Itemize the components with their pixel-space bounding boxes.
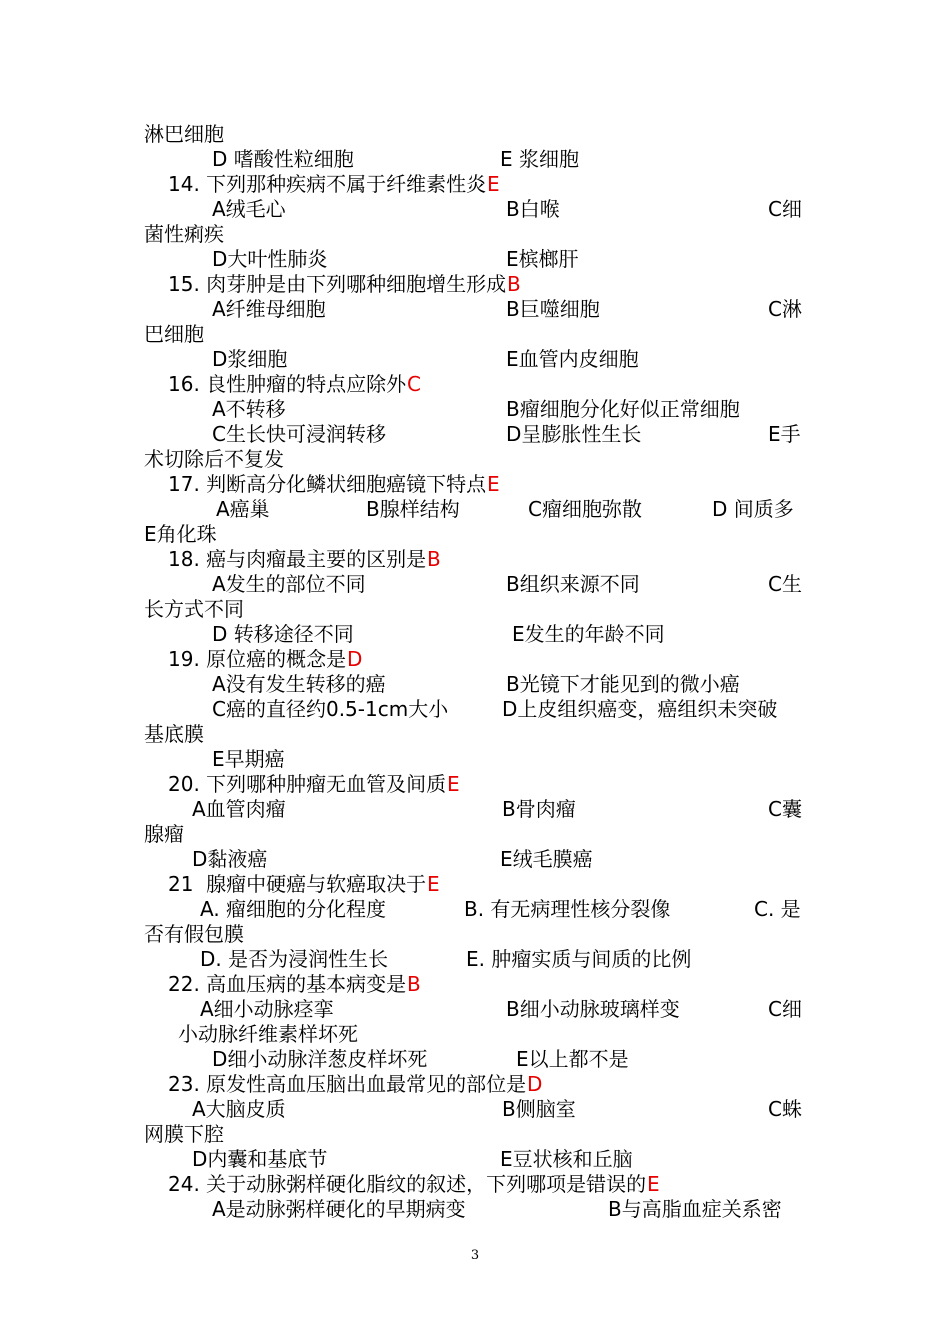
line-text: 18. 癌与肉瘤最主要的区别是 [168,547,427,571]
line-text: 网膜下腔 [144,1122,224,1146]
text-line [144,197,824,222]
option-text: E. 肿瘤实质与间质的比例 [466,947,692,971]
line-text: E早期癌 [212,747,285,771]
option-text: B巨噬细胞 [506,297,600,321]
option-text: B. 有无病理性核分裂像 [464,897,671,921]
text-line [144,1097,824,1122]
line-text: C癌的直径约0.5-1cm大小 [212,697,449,721]
line-text: A是动脉粥样硬化的早期病变 [212,1197,466,1221]
line-text: A癌巢 [216,497,270,521]
text-line [144,1022,824,1047]
option-text: B白喉 [506,197,560,221]
line-text: D 嗜酸性粒细胞 [212,147,354,171]
line-text: A不转移 [212,397,286,421]
answer-key: B [407,972,421,996]
line-text: A绒毛心 [212,197,286,221]
text-line [144,697,824,722]
line-text: 菌性痢疾 [144,222,224,246]
text-line [144,1122,824,1147]
line-text: 腺瘤 [144,822,184,846]
text-line [144,947,824,972]
text-line [144,897,824,922]
text-line [144,447,824,472]
line-text: A血管肉瘤 [192,797,286,821]
text-line [144,472,824,497]
answer-key: E [447,772,460,796]
line-text: 20. 下列哪种肿瘤无血管及间质 [168,772,447,796]
answer-key: D [527,1072,543,1096]
text-line [144,972,824,997]
option-text: B组织来源不同 [506,572,640,596]
option-text: B瘤细胞分化好似正常细胞 [506,397,740,421]
option-text: E以上都不是 [516,1047,629,1071]
option-text: B光镜下才能见到的微小癌 [506,672,740,696]
line-text: A没有发生转移的癌 [212,672,386,696]
text-line [144,622,824,647]
text-line [144,397,824,422]
line-text: 24. 关于动脉粥样硬化脂纹的叙述，下列哪项是错误的 [168,1172,647,1196]
text-line [144,422,824,447]
option-text: E血管内皮细胞 [506,347,639,371]
text-line [144,272,824,297]
line-text: 19. 原位癌的概念是 [168,647,347,671]
option-text: E手 [768,422,801,446]
text-line [144,847,824,872]
text-line [144,572,824,597]
answer-key: E [427,872,440,896]
option-text: B侧脑室 [502,1097,576,1121]
option-text: B与高脂血症关系密 [608,1197,782,1221]
line-text: A. 瘤细胞的分化程度 [200,897,387,921]
text-line [144,372,824,397]
answer-key: B [427,547,441,571]
option-text: B腺样结构 [366,497,460,521]
answer-key: E [647,1172,660,1196]
text-line [144,797,824,822]
line-text: 21 腺瘤中硬癌与软癌取决于 [168,872,427,896]
line-text: 淋巴细胞 [144,122,224,146]
line-text: 巴细胞 [144,322,204,346]
text-line [144,1047,824,1072]
option-text: E槟榔肝 [506,247,579,271]
line-text: 23. 原发性高血压脑出血最常见的部位是 [168,1072,527,1096]
option-text: E绒毛膜癌 [500,847,593,871]
text-line [144,522,824,547]
line-text: 否有假包膜 [144,922,244,946]
answer-key: E [487,472,500,496]
answer-key: D [347,647,363,671]
text-line [144,547,824,572]
text-line [144,722,824,747]
line-text: 基底膜 [144,722,204,746]
answer-key: B [507,272,521,296]
text-line [144,1072,824,1097]
text-line [144,147,824,172]
text-line [144,747,824,772]
text-line [144,122,824,147]
line-text: A大脑皮质 [192,1097,286,1121]
option-text: C囊 [768,797,802,821]
text-line [144,347,824,372]
text-line [144,1197,824,1222]
line-text: D细小动脉洋葱皮样坏死 [212,1047,428,1071]
line-text: A细小动脉痉挛 [200,997,334,1021]
option-text: C瘤细胞弥散 [528,497,642,521]
line-text: 长方式不同 [144,597,244,621]
text-line [144,172,824,197]
line-text: 小动脉纤维素样坏死 [178,1022,358,1046]
line-text: D 转移途径不同 [212,622,354,646]
page-number: 3 [470,1248,480,1263]
option-text: C细 [768,997,802,1021]
text-line [144,1172,824,1197]
answer-key: E [487,172,500,196]
option-text: C蛛 [768,1097,802,1121]
line-text: 17. 判断高分化鳞状细胞癌镜下特点 [168,472,487,496]
line-text: E角化珠 [144,522,217,546]
text-line [144,772,824,797]
line-text: D浆细胞 [212,347,288,371]
line-text: D黏液癌 [192,847,268,871]
option-text: E豆状核和丘脑 [500,1147,633,1171]
option-text: C细 [768,197,802,221]
option-text: C淋 [768,297,802,321]
text-line [144,672,824,697]
line-text: A发生的部位不同 [212,572,366,596]
option-text: B骨肉瘤 [502,797,576,821]
line-text: D内囊和基底节 [192,1147,328,1171]
text-line [144,247,824,272]
line-text: D大叶性肺炎 [212,247,328,271]
line-text: 22. 高血压病的基本病变是 [168,972,407,996]
text-line [144,997,824,1022]
text-line [144,872,824,897]
option-text: D呈膨胀性生长 [506,422,642,446]
line-text: 术切除后不复发 [144,447,284,471]
option-text: D上皮组织癌变，癌组织未突破 [502,697,778,721]
text-line [144,497,824,522]
answer-key: C [407,372,421,396]
text-line [144,297,824,322]
text-line [144,647,824,672]
line-text: C生长快可浸润转移 [212,422,386,446]
option-text: E发生的年龄不同 [512,622,665,646]
option-text: B细小动脉玻璃样变 [506,997,680,1021]
option-text: C. 是 [754,897,801,921]
line-text: 16. 良性肿瘤的特点应除外 [168,372,407,396]
text-line [144,1147,824,1172]
option-text: D 间质多 [712,497,794,521]
line-text: 15. 肉芽肿是由下列哪种细胞增生形成 [168,272,507,296]
text-line [144,822,824,847]
text-line [144,222,824,247]
text-line [144,322,824,347]
option-text: E 浆细胞 [500,147,579,171]
text-line [144,922,824,947]
line-text: D. 是否为浸润性生长 [200,947,389,971]
text-line [144,597,824,622]
line-text: A纤维母细胞 [212,297,326,321]
line-text: 14. 下列那种疾病不属于纤维素性炎 [168,172,487,196]
option-text: C生 [768,572,802,596]
